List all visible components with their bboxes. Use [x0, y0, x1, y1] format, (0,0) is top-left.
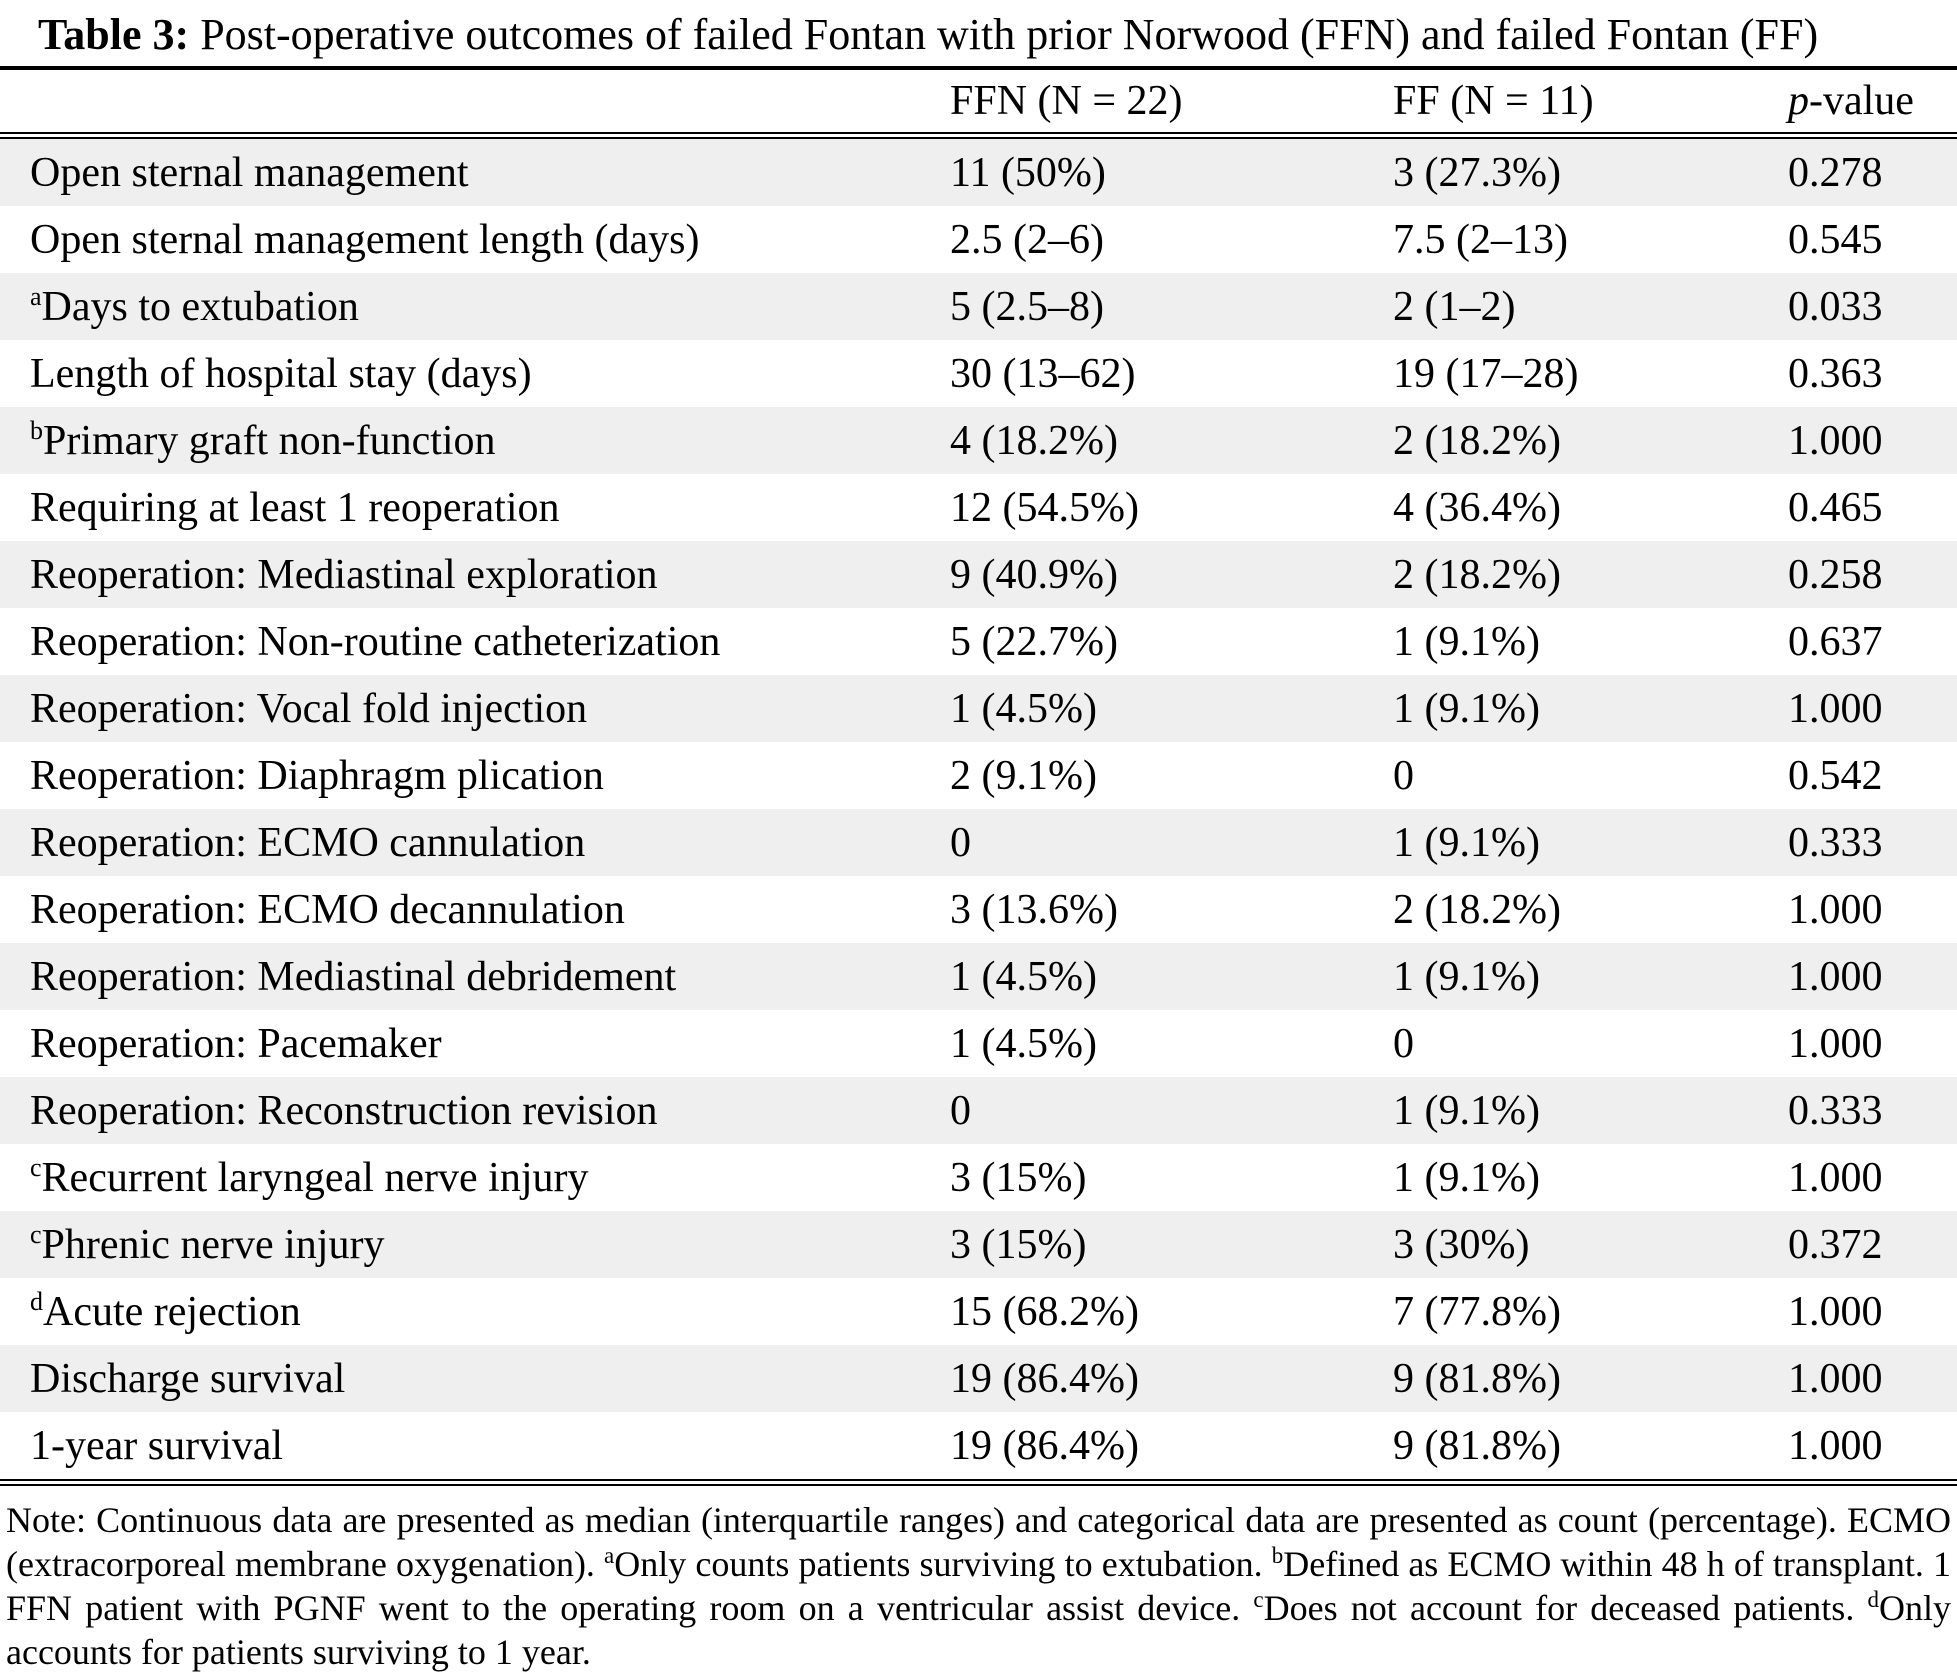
table-body — [0, 136, 1957, 1483]
table-row — [0, 273, 1957, 340]
table-caption: Post-operative outcomes of failed Fontan with prior Norwood (FFN) and failed Fontan (FF) — [189, 10, 1819, 59]
ff-value: 2 (18.2%) — [1393, 886, 1561, 933]
row-label: Recurrent laryngeal nerve injury — [41, 1154, 589, 1201]
ff-value: 3 (30%) — [1393, 1221, 1530, 1268]
table-row — [0, 876, 1957, 943]
row-label-cell — [0, 1077, 950, 1144]
table-row — [0, 474, 1957, 541]
ffn-value: 11 (50%) — [950, 149, 1106, 196]
row-label-cell — [0, 608, 950, 675]
ff-value: 1 (9.1%) — [1393, 685, 1540, 732]
header-row — [0, 68, 1957, 136]
table-row — [0, 943, 1957, 1010]
ff-value: 19 (17–28) — [1393, 350, 1579, 397]
row-label: Days to extubation — [41, 283, 359, 330]
note-text: Defined as ECMO within 48 h of transplant. 1 FFN patient with PGNF went to the operating room on a ventricular assist device. — [6, 1544, 1951, 1628]
row-label-cell — [0, 1345, 950, 1412]
table-row — [0, 809, 1957, 876]
row-label-cell — [0, 136, 950, 207]
row-label: Phrenic nerve injury — [41, 1221, 385, 1268]
p-value: 0.545 — [1788, 216, 1883, 263]
p-value: 0.465 — [1788, 484, 1883, 531]
ffn-value: 3 (13.6%) — [950, 886, 1118, 933]
p-value: 0.372 — [1788, 1221, 1883, 1268]
p-value: 1.000 — [1788, 1355, 1883, 1402]
footnote-marker: b — [1271, 1543, 1284, 1568]
ff-value: 1 (9.1%) — [1393, 1154, 1540, 1201]
header-pvalue — [1788, 68, 1957, 136]
row-label-cell — [0, 876, 950, 943]
p-value: 0.542 — [1788, 752, 1883, 799]
ffn-value: 9 (40.9%) — [950, 551, 1118, 598]
footnote-marker: b — [30, 415, 43, 445]
row-label: Reoperation: Mediastinal debridement — [30, 953, 677, 1000]
table-row — [0, 1010, 1957, 1077]
ffn-value: 0 — [950, 1087, 971, 1134]
note-text: Only counts patients surviving to extubation. — [614, 1544, 1272, 1584]
footnote-marker: d — [30, 1286, 43, 1316]
row-label-cell — [0, 809, 950, 876]
row-label: Reoperation: Mediastinal exploration — [30, 551, 658, 598]
table-row — [0, 675, 1957, 742]
header-variable — [0, 68, 950, 136]
row-label: Reoperation: Vocal fold injection — [30, 685, 588, 732]
ffn-value: 1 (4.5%) — [950, 1020, 1097, 1067]
ff-value: 7 (77.8%) — [1393, 1288, 1561, 1335]
ffn-value: 2 (9.1%) — [950, 752, 1097, 799]
row-label: Reoperation: Pacemaker — [30, 1020, 442, 1067]
ff-value: 9 (81.8%) — [1393, 1355, 1561, 1402]
table-note — [0, 1498, 1957, 1674]
ffn-value: 4 (18.2%) — [950, 417, 1118, 464]
table-number-label: Table 3: — [38, 10, 190, 59]
p-value: 0.333 — [1788, 819, 1883, 866]
table-row — [0, 407, 1957, 474]
p-value: 1.000 — [1788, 886, 1883, 933]
p-value: 0.333 — [1788, 1087, 1883, 1134]
table-title — [0, 0, 1957, 66]
p-value: 1.000 — [1788, 1422, 1883, 1469]
row-label-cell — [0, 1144, 950, 1211]
ff-value: 0 — [1393, 752, 1414, 799]
row-label: Reoperation: Diaphragm plication — [30, 752, 604, 799]
ff-value: 2 (18.2%) — [1393, 417, 1561, 464]
row-label: 1-year survival — [30, 1422, 284, 1469]
row-label: Reoperation: ECMO cannulation — [30, 819, 586, 866]
ff-value: 9 (81.8%) — [1393, 1422, 1561, 1469]
ff-value: 2 (18.2%) — [1393, 551, 1561, 598]
ffn-value: 30 (13–62) — [950, 350, 1136, 397]
p-value: 1.000 — [1788, 953, 1883, 1000]
ffn-value: 19 (86.4%) — [950, 1422, 1139, 1469]
pvalue-rest: -value — [1809, 78, 1914, 124]
ffn-value: 12 (54.5%) — [950, 484, 1139, 531]
row-label: Discharge survival — [30, 1355, 346, 1402]
footnote-marker: c — [1253, 1587, 1264, 1612]
footnote-marker: d — [1867, 1587, 1879, 1612]
ff-value: 1 (9.1%) — [1393, 819, 1540, 866]
ff-value: 1 (9.1%) — [1393, 1087, 1540, 1134]
p-value: 1.000 — [1788, 1288, 1883, 1335]
row-label-cell — [0, 1211, 950, 1278]
row-label-cell — [0, 1412, 950, 1483]
p-value: 0.258 — [1788, 551, 1883, 598]
table-row — [0, 742, 1957, 809]
ffn-value: 19 (86.4%) — [950, 1355, 1139, 1402]
row-label: Acute rejection — [43, 1288, 301, 1335]
p-value: 0.637 — [1788, 618, 1883, 665]
table-row — [0, 1211, 1957, 1278]
header-ffn: FFN (N = 22) — [950, 68, 1393, 136]
note-text: Note: Continuous data are presented as median (interquartile ranges) and categorical data are presented as count (percentage). ECMO (extracorporeal membrane oxygenation). — [6, 1500, 1951, 1584]
ffn-value: 15 (68.2%) — [950, 1288, 1139, 1335]
ffn-value: 2.5 (2–6) — [950, 216, 1104, 263]
header-ff: FF (N = 11) — [1393, 68, 1788, 136]
ffn-value: 5 (22.7%) — [950, 618, 1118, 665]
p-value: 1.000 — [1788, 417, 1883, 464]
row-label-cell — [0, 273, 950, 340]
table-row — [0, 206, 1957, 273]
table-row — [0, 1412, 1957, 1483]
p-value: 1.000 — [1788, 1020, 1883, 1067]
table-row — [0, 1077, 1957, 1144]
footnote-marker: a — [604, 1543, 615, 1568]
row-label-cell — [0, 340, 950, 407]
row-label: Requiring at least 1 reoperation — [30, 484, 560, 531]
row-label: Reoperation: Reconstruction revision — [30, 1087, 658, 1134]
ff-value: 1 (9.1%) — [1393, 618, 1540, 665]
row-label: Reoperation: Non-routine catheterization — [30, 618, 721, 665]
row-label-cell — [0, 474, 950, 541]
ff-value: 3 (27.3%) — [1393, 149, 1561, 196]
row-label-cell — [0, 206, 950, 273]
row-label: Reoperation: ECMO decannulation — [30, 886, 625, 933]
ff-value: 2 (1–2) — [1393, 283, 1516, 330]
ff-value: 7.5 (2–13) — [1393, 216, 1568, 263]
table-row — [0, 1144, 1957, 1211]
ff-value: 4 (36.4%) — [1393, 484, 1561, 531]
row-label-cell — [0, 541, 950, 608]
row-label-cell — [0, 943, 950, 1010]
ffn-value: 3 (15%) — [950, 1221, 1087, 1268]
ffn-value: 0 — [950, 819, 971, 866]
footnote-marker: c — [30, 1219, 42, 1249]
p-value: 0.278 — [1788, 149, 1883, 196]
row-label: Open sternal management length (days) — [30, 216, 700, 263]
row-label-cell — [0, 1010, 950, 1077]
row-label-cell — [0, 1278, 950, 1345]
table-row — [0, 136, 1957, 207]
pvalue-italic-p: p — [1788, 78, 1809, 124]
p-value: 1.000 — [1788, 1154, 1883, 1201]
note-text: Does not account for deceased patients. — [1263, 1588, 1868, 1628]
p-value: 0.363 — [1788, 350, 1883, 397]
row-label: Open sternal management — [30, 149, 469, 196]
ff-value: 0 — [1393, 1020, 1414, 1067]
row-label-cell — [0, 675, 950, 742]
table-row — [0, 608, 1957, 675]
ffn-value: 1 (4.5%) — [950, 685, 1097, 732]
table-row — [0, 1278, 1957, 1345]
footnote-marker: c — [30, 1152, 42, 1182]
p-value: 1.000 — [1788, 685, 1883, 732]
row-label: Primary graft non-function — [43, 417, 496, 464]
note-text: Only accounts for patients surviving to 1 year. — [6, 1588, 1951, 1672]
row-label-cell — [0, 742, 950, 809]
ff-value: 1 (9.1%) — [1393, 953, 1540, 1000]
outcomes-table — [0, 66, 1957, 1486]
footnote-marker: a — [30, 281, 42, 311]
ffn-value: 1 (4.5%) — [950, 953, 1097, 1000]
ffn-value: 5 (2.5–8) — [950, 283, 1104, 330]
row-label: Length of hospital stay (days) — [30, 350, 532, 397]
table-row — [0, 1345, 1957, 1412]
ffn-value: 3 (15%) — [950, 1154, 1087, 1201]
p-value: 0.033 — [1788, 283, 1883, 330]
row-label-cell — [0, 407, 950, 474]
table-row — [0, 541, 1957, 608]
table-row — [0, 340, 1957, 407]
